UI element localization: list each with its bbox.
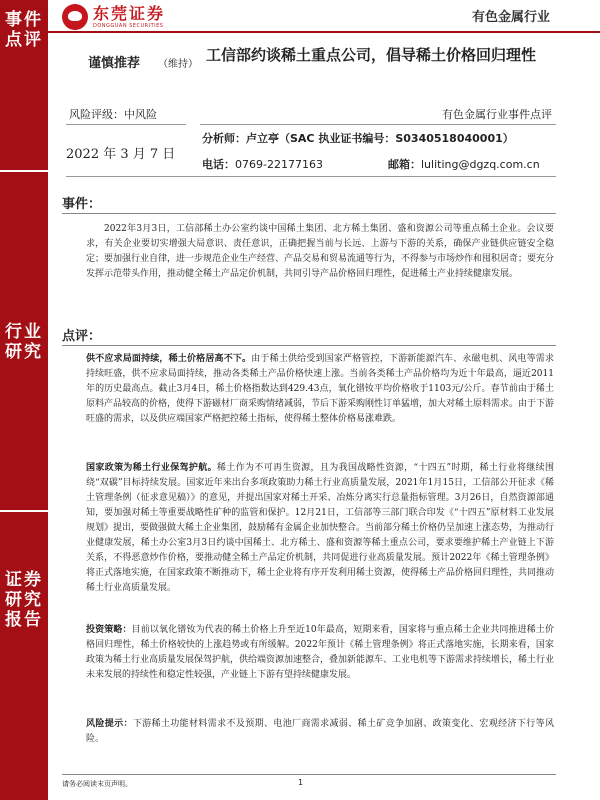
header-divider [48, 31, 600, 33]
sidebar-label-3: 证券研究报告 [5, 570, 43, 630]
report-headline: 工信部约谈稀土重点公司，倡导稀土价格回归理性 [206, 46, 537, 64]
sidebar-section-event-review [0, 0, 48, 170]
report-type: 有色金属行业事件点评 [442, 108, 552, 121]
sidebar-label-2: 行业研究 [5, 322, 43, 362]
comment-paragraph-policy [86, 461, 554, 596]
email-label: 邮箱： [388, 158, 421, 171]
sidebar-label-1: 事件点评 [5, 10, 43, 50]
footer-disclaimer: 请务必阅读末页声明。 [62, 780, 132, 788]
paragraph-body: 目前以氧化镨钕为代表的稀土价格上升至近10年最高，短期来看，国家将与重点稀土企业共同推进稀土价格回归理性，稀土价格较快的上涨趋势或有所缓解。2022年预计《稀土管理条例》将正式落地实施，长期来看，国家政策为稀土行业高质量发展保驾护航，供给端资源加速整合，叠加新能源车、工业电机等下游需求持续增长，稀土行业未来发展的持续性和稳定性较强，产业链上下游有望持续健康发展。 [86, 625, 555, 680]
analyst-info: 分析师：卢立亭（SAC 执业证书编号：S0340518040001） [202, 132, 514, 145]
comment-section-divider [62, 345, 556, 346]
paragraph-lead: 投资策略： [86, 625, 132, 635]
rating-note: （维持） [158, 59, 198, 70]
footer-divider [62, 774, 556, 775]
company-logo [62, 4, 165, 30]
paragraph-body: 稀土作为不可再生资源，且为我国战略性资源，“十四五”时期，稀土行业将继续围绕“双碳”目标持续发展。国家近年来出台多项政策助力稀土行业高质量发展，2021年1月15日，工信部公开征求《稀土管理条例（征求意见稿）》的意见，并提出国家对稀土开采、冶炼分离实行总量指标管理。3月26日，自然资源部通知，要加强对稀土等重要战略性矿种的监管和保护。12月21日，工信部等三部门联合印发《“十四五”原材料工业发展规划》提出，要做强做大稀土企业集团，鼓励稀有金属企业加快整合。当前部分稀土价格仍呈加速上涨态势，为推动行业健康发展，稀土办公室3月3日约谈中国稀土、北方稀土、盛和资源等稀土重点公司，要求要维护稀土产业链上下游关系，不得恶意炒作价格，要推动健全稀土产品定价机制，共同促进行业高质量发展。预计2022年《稀土管理条例》将正式落地实施，在国家政策不断推动下，稀土企业将有序开发利用稀土资源，使得稀土产品价格回归理性，共同推动稀土行业高质量发展。 [86, 463, 555, 593]
analyst-email [388, 156, 540, 172]
comment-section-title: 点评： [62, 329, 102, 344]
comment-paragraph-strategy [86, 623, 554, 683]
info-bottom-divider [66, 176, 556, 177]
page-header [48, 0, 600, 30]
phone-number: 0769-22177163 [235, 158, 323, 171]
left-sidebar [0, 0, 48, 800]
logo-chinese-name: 东莞证券 [93, 4, 166, 23]
info-divider-left [66, 124, 186, 125]
paragraph-lead: 供不应求局面持续，稀土价格居高不下。 [86, 354, 252, 364]
event-section-title: 事件： [62, 197, 102, 212]
logo-english-name: DONGGUAN SECURITIES [93, 23, 164, 29]
event-section-divider [62, 213, 556, 214]
logo-mark-icon [62, 4, 88, 30]
analyst-phone [202, 156, 323, 172]
industry-title: 有色金属行业 [471, 10, 550, 25]
paragraph-body: 由于稀土供给受到国家严格管控，下游新能源汽车、永磁电机、风电等需求持续旺盛，供不应求局面持续，推动各类稀土产品价格快速上涨。当前各类稀土产品价格均为近十年最高，逼近2011年的历史最高点。截止3月4日，稀土价格指数达到429.43点，氧化镨钕平均价格收于1103元/公斤。春节前由于稀土原料产品较高的价格，使得下游磁材厂商采购情绪减弱，节后下游采购刚性订单猛增，加大对稀土原料需求。由于下游旺盛的需求，以及供应端国家严格把控稀土指标，使得稀土整体价格易涨难跌。 [86, 354, 555, 424]
comment-paragraph-supply [86, 352, 554, 427]
sidebar-section-securities-report [0, 512, 48, 800]
event-paragraph: 2022年3月3日，工信部稀土办公室约谈中国稀土集团、北方稀土集团、盛和资源公司等重点稀土企业。会议要求，有关企业要切实增强大局意识、责任意识，正确把握当前与长远、上游与下游的关系，确保产业链供应链安全稳定；要加强行业自律，进一步规范企业生产经营、产品交易和贸易流通等行为，不得参与市场炒作和囤积居奇；要充分发挥示范带头作用，推动健全稀土产品定价机制，共同引导产品价格回归理性，促进稀土产业持续健康发展。 [86, 224, 555, 279]
paragraph-lead: 国家政策为稀土行业保驾护航。 [86, 463, 217, 473]
comment-paragraph-risk [86, 717, 554, 747]
info-divider-right [200, 124, 556, 125]
email-address[interactable]: luliting@dgzq.com.cn [421, 158, 540, 171]
paragraph-body: 下游稀土功能材料需求不及预期、电池厂商需求减弱、稀土矿竞争加剧、政策变化、宏观经济下行等风险。 [86, 719, 554, 744]
phone-label: 电话： [202, 158, 235, 171]
risk-level: 风险评级：中风险 [69, 108, 157, 121]
investment-rating: 谨慎推荐 [88, 56, 141, 71]
page-number: 1 [298, 778, 304, 787]
sidebar-section-industry-research [0, 172, 48, 510]
report-date: 2022 年 3 月 7 日 [66, 147, 176, 162]
paragraph-lead: 风险提示： [86, 719, 133, 729]
